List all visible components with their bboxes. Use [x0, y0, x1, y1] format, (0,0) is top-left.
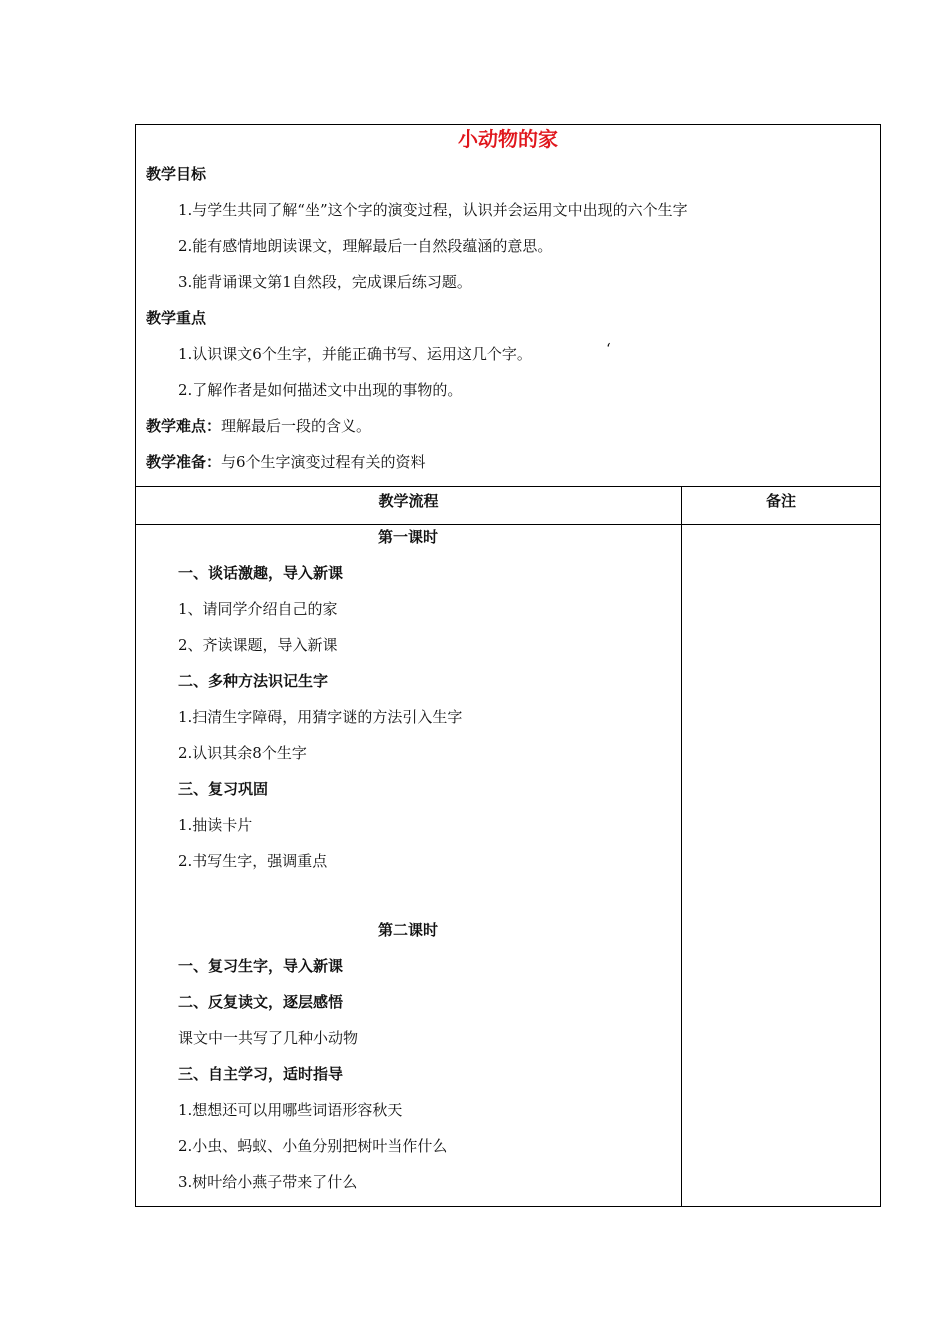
lesson2-section-heading: 二、反复读文，逐层感悟 — [178, 993, 344, 1011]
keypoint-item: 2.了解作者是如何描述文中出现的事物的。 — [178, 381, 463, 399]
objective-item: 2.能有感情地朗读课文，理解最后一自然段蕴涵的意思。 — [178, 237, 553, 255]
lesson2-item: 3.树叶给小燕子带来了什么 — [178, 1173, 358, 1191]
lesson1-item: 2.书写生字，强调重点 — [178, 852, 328, 870]
lesson-plan-table — [135, 124, 881, 1207]
preparation-label: 教学准备： — [146, 453, 222, 471]
plan-header-section — [136, 125, 880, 487]
objective-item: 3.能背诵课文第1自然段，完成课后练习题。 — [178, 273, 472, 291]
table-header-row — [136, 487, 880, 525]
lesson1-section-heading: 一、谈话激趣，导入新课 — [178, 564, 344, 582]
lesson2-item: 2.小虫、蚂蚁、小鱼分别把树叶当作什么 — [178, 1137, 448, 1155]
preparation-text: 与6个生字演变过程有关的资料 — [221, 453, 426, 471]
lesson1-item: 2、齐读课题，导入新课 — [178, 636, 338, 654]
notes-column-header: 备注 — [765, 492, 796, 510]
keypoint-item: 1.认识课文6个生字，并能正确书写、运用这几个字。 — [178, 345, 532, 363]
page-title: 小动物的家 — [458, 127, 558, 151]
lesson1-item: 1.扫清生字障碍，用猜字谜的方法引入生字 — [178, 708, 463, 726]
lesson2-section-heading: 三、自主学习，适时指导 — [178, 1065, 344, 1083]
lesson1-section-heading: 二、多种方法识记生字 — [178, 672, 329, 690]
difficulty-text: 理解最后一段的含义。 — [221, 417, 372, 435]
stray-mark: ‘ — [606, 340, 611, 358]
keypoints-heading: 教学重点 — [146, 309, 207, 327]
lesson2-item: 1.想想还可以用哪些词语形容秋天 — [178, 1101, 403, 1119]
lesson1-section-heading: 三、复习巩固 — [178, 780, 269, 798]
objectives-heading: 教学目标 — [146, 165, 207, 183]
objective-item: 1.与学生共同了解“坐”这个字的演变过程，认识并会运用文中出现的六个生字 — [178, 201, 688, 219]
lesson2-section-heading: 一、复习生字，导入新课 — [178, 957, 344, 975]
lesson1-item: 1.抽读卡片 — [178, 816, 253, 834]
column-divider — [681, 487, 682, 1206]
preparation-line — [146, 451, 426, 473]
difficulty-label: 教学难点： — [146, 417, 222, 435]
lesson1-item: 2.认识其余8个生字 — [178, 744, 307, 762]
difficulty-line — [146, 415, 371, 437]
lesson2-item: 课文中一共写了几种小动物 — [178, 1029, 359, 1047]
lesson1-title: 第一课时 — [377, 528, 438, 546]
lesson2-title: 第二课时 — [377, 921, 438, 939]
lesson1-item: 1、请同学介绍自己的家 — [178, 600, 338, 618]
process-column-header: 教学流程 — [378, 492, 439, 510]
